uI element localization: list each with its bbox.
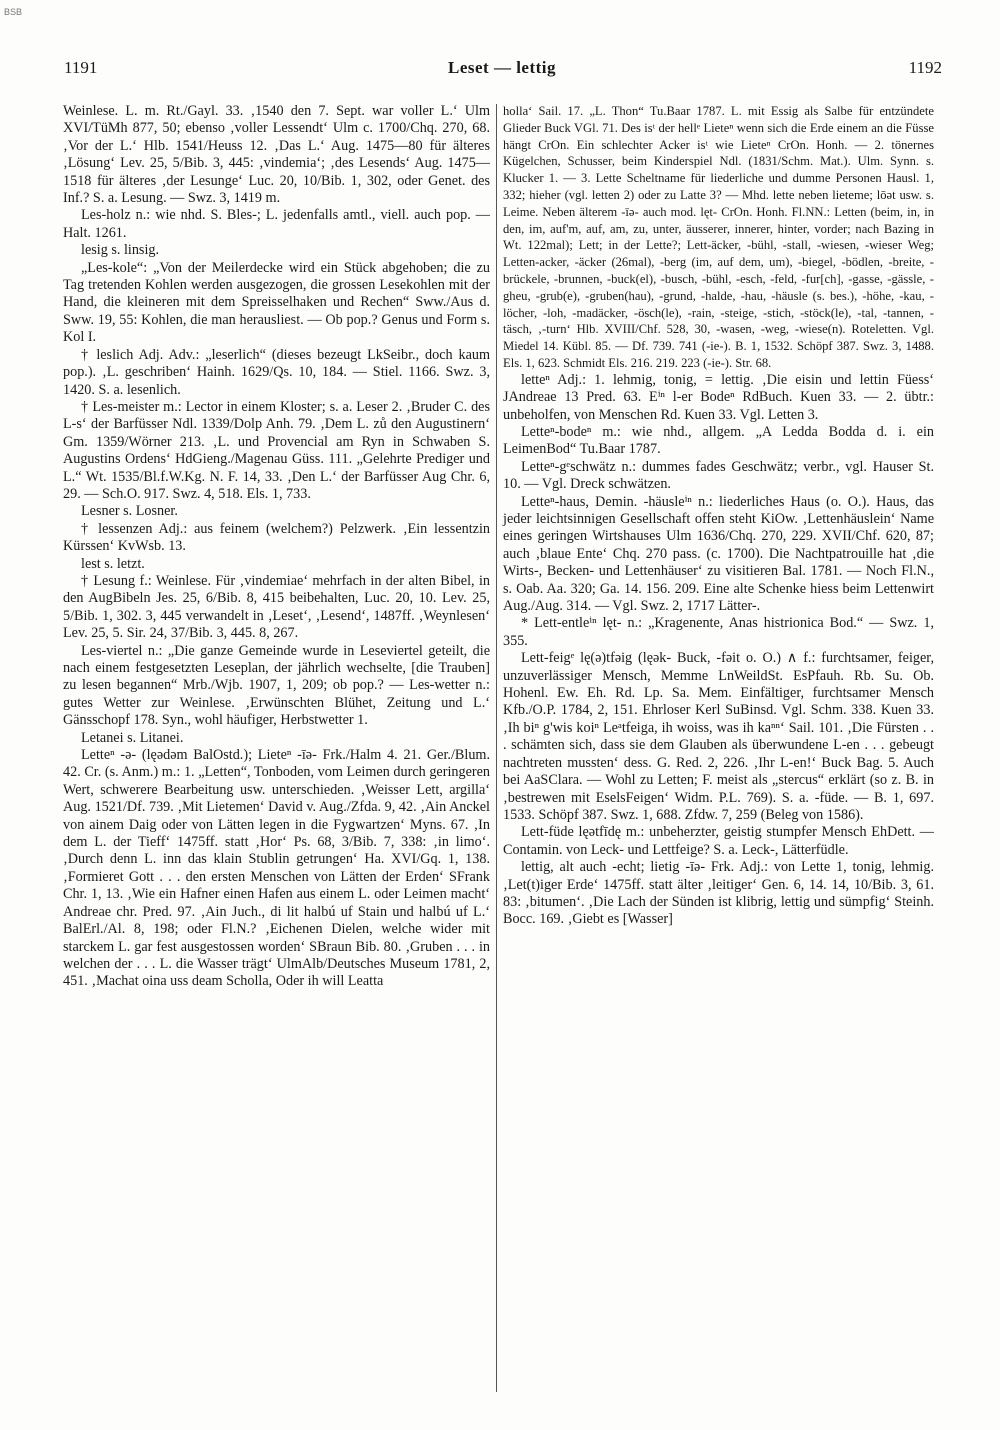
- entry-lettig: lettig, alt auch -echt; lietig -īə- Frk. Adj.: von Lette 1, tonig, lehmig. ‚Let(t)iger Erde‘ 1475ff. statt älter ‚leitiger‘ Gen. 6, 14. 14, 10/Bib. 3, 61. 83: ‚bitumen‘. ‚Die Lach der Sünden ist klibrig, lettig und sümpfig‘ Steinh. Bocc. 169. ‚Giebt es [Wasser]: [503, 859, 934, 928]
- entry-letten-geschwaetz: Letteⁿ-gᵉschwätz n.: dummes fades Geschwätz; verbr., vgl. Hauser St. 10. — Vgl. Dreck schwätzen.: [503, 458, 934, 493]
- entry-lett-feige: Lett-feigᵉ lę(ə)tfəig (lęək- Buck, -fəit o. O.) ∧ f.: furchtsamer, feiger, unzuverlässiger Mensch, Memme LnWeildSt. EsPfauh. Rb. Su. Ob. Hohenl. Ew. Eh. Rd. Lp. Sa. Mem. Einfältiger, furchtsamer Mensch Kfb./O.P. 1784, 2, 151. Ehrloser Kerl SuBinsd. Vgl. Schm. 338. Kuen 33. ‚Ih biⁿ g'wis koiⁿ Leᵃtfeiga, ih woiss, was ih kaⁿⁿ‘ Sail. 101. ‚Die Fürsten . . . schämten sich, dass sie dem Glauben als überwundene L-en . . . gebeugt nachtreten mussten‘ dess. G. Red. 2, 226. ‚Ihr L-en!‘ Buck Bag. 5. Auch bei AaSClara. — Wohl zu Letten; F. meist als „stercus“ erklärt (so z. B. in ‚bestrewen mit EselsFeigen‘ Widm. P.L. 769). S. a. -füde. — B. 1, 697. 1533. Schöpf 387. Swz. 1, 688. Zfdw. 7, 259 (Beleg von 1586).: [503, 650, 934, 823]
- entry-letten-haus: Letteⁿ-haus, Demin. -häusleⁱⁿ n.: liederliches Haus (o. O.). Haus, das jeder leichtsinnigen Gesellschaft offen steht KiOw. ‚Lettenhäuslein‘ Name eines geringen Wirtshauses Ulm 1636/Chq. 270, 229. XVII/Chf. 620, 87; auch ‚blaue Ente‘ Chq. 270 pass. (c. 1700). Die Nachtpatrouille hat ‚die Wirts-, Becken- und Lettenhäuser‘ zu visitieren Bal. 1781. — Noch Fl.N., s. Oab. Aa. 320; Ga. 14. 156. 209. Eine alte Schenke hiess beim Lettenwirt Aug./Aug. 314. — Vgl. Swz. 2, 1717 Lätter-.: [503, 493, 934, 615]
- entry-lesung: † Lesung f.: Weinlese. Für ‚vindemiae‘ mehrfach in der alten Bibel, in den AugBibeln Jes. 25, 6/Bib. 8, 415 beibehalten, Luc. 20, 10. Lev. 25, 5/Bib. 1, 302. 3, 445 verwandelt in ‚Leset‘, ‚Lesend‘, 1487ff. ‚Weynlesen‘ Lev. 25, 5. Sir. 24, 37/Bib. 3, 445. 8, 267.: [63, 572, 490, 642]
- running-header: [60, 58, 944, 82]
- column-divider: [496, 104, 497, 1392]
- entry-lest: lest s. letzt.: [81, 555, 145, 572]
- entry-letten: Letteⁿ -ə- (lęədəm BalOstd.); Lieteⁿ -īə- Frk./Halm 4. 21. Ger./Blum. 42. Cr. (s. Anm.) m.: 1. „Letten“, Tonboden, vom Leimen durch geringeren Wert, schwerere Bearbeitung usw. unterschieden. ‚Weisser Lett, argilla‘ Aug. 1521/Df. 739. ‚Mit Lietemen‘ David v. Aug./Zfda. 9, 42. ‚Ain Anckel von ainem Daig oder von Lätten legen in die Fygwartzen‘ Myns. 67. ‚In dem L. der Tieff‘ 1475ff. statt ‚Hor‘ Ps. 68, 3/Bib. 7, 338: ‚in limo‘. ‚Durch denn L. inn das klain Stublin getrungen‘ Ha. XVI/Gq. 1, 138. ‚Formieret Gott . . . den ersten Menschen von Lätten der Erden‘ SFrank Chr. 1, 13. ‚Wie ein Hafner einen Hafen aus einem L. oder Leimen macht‘ Andreae chr. Pred. 97. ‚Ain Juch., di lit halbú uf Stain und halbú uf L.‘ BalErl./Al. 8, 198; oder Fl.N.? ‚Eichenen Dielen, welche wider mit starckem L. gar fest ausgestossen worden‘ SBraun Bib. 80. ‚Gruben . . . in welchen der . . . L. die Wasser trägt‘ UlmAlb/Deutsches Museum 1781, 2, 451. ‚Machat oina uss deam Scholla, Oder ih will Leatta: [63, 747, 490, 990]
- entry-lett-entle: * Lett-entleⁱⁿ lęt- n.: „Kragenente, Anas histrionica Bod.“ — Swz. 1, 355.: [503, 615, 934, 649]
- continuation-paragraph: holla‘ Sail. 17. „L. Thon“ Tu.Baar 1787. L. mit Essig als Salbe für entzündete Glieder Buck VGl. 71. Des isᵗ der hellᵉ Lieteⁿ wenn sich die Erde einem an die Füsse hängt CrOn. Ein schlechter Acker isᵗ wie Lieteⁿ CrOn. Honh. — 2. tönernes Kügelchen, Schusser, beim Kinderspiel Ndl. (1831/Schm. Mat.). Ulm. Synn. s. Klucker 1. — 3. Lette Scheltname für liederliche und dumme Personen Hausl. 1, 332; hieher (vgl. letten 2) oder zu Latte 3? — Mhd. lette neben lieteme; lōət usw. s. Leime. Neben älterem -īə- auch mod. lęt- CrOn. Honh. Fl.NN.: Letten (beim, in, in den, im, auf'm, auf, am, zu, unter, äusserer, innerer, hinter, vorder; nach Bazing in Wt. 122mal); Lett; in der Lette?; Lett-äcker, -bühl, -stall, -wiesen, -wieser Weg; Letten-acker, -äcker (26mal), -berg (im, auf dem, um), -biegel, -bödlen, -breite, -brückele, -brunnen, -buck(el), -busch, -bühl, -esch, -feld, -fur[ch], -gasse, -gässle, -gheu, -grub(e), -gruben(hau), -grund, -halde, -hau, -häusle (s. bes.), -höhe, -kau, -löcher, -loh, -madäcker, -ösch(le), -rain, -steige, -stich, -stöck(le), -tal, -tannen, -täsch, ‚-turn‘ Hlb. XVIII/Chf. 528, 30, -wasen, -weg, -wiese(n). Roteletten. Vgl. Miedel 14. Kübl. 85. — Df. 739. 741 (-ie-). B. 1, 1532. Schöpf 387. Swz. 3, 1488. Els. 1, 623. Schmidt Els. 216. 219. 223 (-ie-). Str. 68.: [503, 104, 934, 370]
- entry-lesig: lesig s. linsig.: [81, 242, 160, 259]
- entry-letten-boden: Letteⁿ-bodeⁿ m.: wie nhd., allgem. „A Ledda Bodda d. i. ein LeimenBod“ Tu.Baar 1787.: [503, 423, 934, 458]
- entry-les-holz: Les-holz n.: wie nhd. S. Bles-; L. jedenfalls amtl., viell. auch pop. — Halt. 1261.: [63, 207, 490, 241]
- entry-les-meister: † Les-meister m.: Lector in einem Kloster; s. a. Leser 2. ‚Bruder C. des L-s‘ der Barfüsser Ndl. 1339/Dolp Anh. 79. ‚Dem L. zů den Augustinern‘ Gm. 1359/Wörner 213. ‚L. und Provencial am Ryn in Schwaben S. Augustins Ordens‘ HdGieng./Magenau Güss. 111. „Gelehrte Prediger und L.“ Wt. 1535/Bl.f.W.Kg. N. F. 14, 33. ‚Den L.‘ der Barfüsser Aug Chr. 6, 29. — Sch.O. 917. Swz. 4, 518. Els. 1, 733.: [63, 398, 490, 502]
- entry-les-viertel: Les-viertel n.: „Die ganze Gemeinde wurde in Leseviertel geteilt, die nach einem festgesetzten Leseplan, der jährlich wechselte, [die Trauben] zu lesen begannen“ Mrb./Wjb. 1907, 1, 209; ob pop.? — Les-wetter n.: gutes Wetter zur Weinlese. ‚Erwünschten Blühet, Zeitung und L.‘ Gänsschopf 178. Syn., wohl häufiger, Herbstwetter 1.: [63, 642, 490, 729]
- entry-lessenzen: † lessenzen Adj.: aus feinem (welchem?) Pelzwerk. ‚Ein lessentzin Kürssen‘ KvWsb. 13.: [63, 520, 490, 555]
- entry-letten-adj: letteⁿ Adj.: 1. lehmig, tonig, = lettig. ‚Die eisin und lettin Füess‘ JAndreae 13 Pred. 63. Eⁱⁿ l-er Bodeⁿ RdBuch. Kuen 33. — 2. übtr.: unbeholfen, von Menschen Rd. Kuen 33. Vgl. Letten 3.: [503, 371, 934, 423]
- library-stamp: BSB: [4, 7, 23, 17]
- page-title: Leset — lettig: [447, 58, 557, 77]
- entry-lesner: Lesner s. Losner.: [81, 503, 178, 520]
- continuation-paragraph: Weinlese. L. m. Rt./Gayl. 33. ‚1540 den 7. Sept. war voller L.‘ Ulm XVI/TüMh 877, 50; ebenso ‚voller Lessendt‘ Ulm c. 1700/Chq. 270, 68. ‚Vor der L.‘ Hlb. 1541/Heuss 12. ‚Das L.‘ Aug. 1475—80 für älteres ‚Lösung‘ Lev. 25, 5/Bib. 3, 445: ‚vindemia‘; ‚des Lesends‘ Aug. 1475—1518 für älteres ‚der Lesunge‘ Luc. 20, 10/Bib. 1, 302, oder Genet. des Inf.? S. a. Lesung. — Swz. 3, 1419 m.: [63, 103, 490, 207]
- page-number-left: 1191: [64, 58, 98, 77]
- entry-lett-fuede: Lett-füde lęətfīdę m.: unbeherzter, geistig stumpfer Mensch EhDett. — Contamin. von Leck- und Lettfeige? S. a. Leck-, Lätterfüdle.: [503, 824, 934, 858]
- entry-leslich: † leslich Adj. Adv.: „leserlich“ (dieses bezeugt LkSeibr., doch kaum pop.). ‚L. geschriben‘ Hainh. 1629/Qs. 10, 184. — Stiel. 1166. Swz. 3, 1420. S. a. lesenlich.: [63, 346, 490, 398]
- entry-letanei: Letanei s. Litanei.: [81, 729, 184, 746]
- entry-les-kole: „Les-kole“: „Von der Meilerdecke wird ein Stück abgehoben; die zu Tag tretenden Kohlen werden ausgezogen, die grossen Lesekohlen mit der Hand, die kleineren mit dem Spreisselhaken und Rechen“ Sww./Aus d. Sww. 19, 55: Kohlen, die man herausliest. — Ob pop.? Genus und Form s. Kol I.: [63, 259, 490, 346]
- page-number-right: 1192: [908, 58, 942, 77]
- right-column: [503, 102, 934, 929]
- left-column: [63, 102, 490, 991]
